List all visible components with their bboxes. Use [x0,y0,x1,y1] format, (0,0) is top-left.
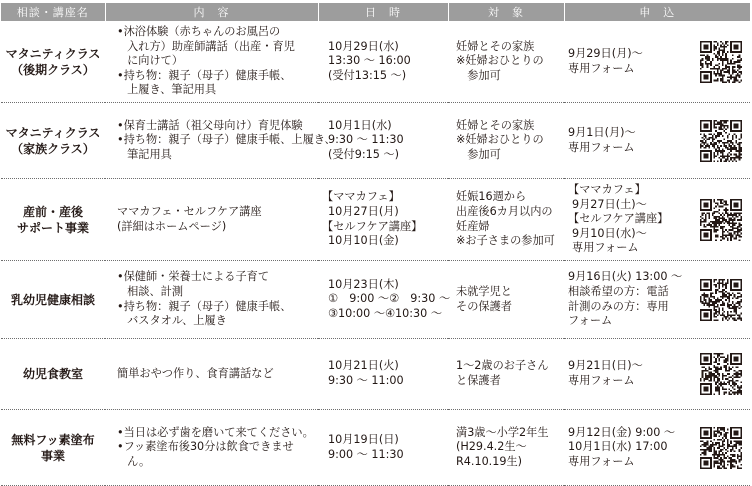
content-line: バスタオル、上履き [127,314,227,328]
header-target: 対 象 [448,3,564,21]
target-line: と保護者 [456,374,501,387]
program-datetime [318,103,448,179]
program-apply [564,21,750,103]
target-line: R4.10.19生) [456,454,523,468]
apply-line: 10月1日(水) 17:00 [568,440,668,454]
content-line: •持ち物：親子（母子）健康手帳、上履き、 [117,133,336,147]
datetime-line: 10月10日(金) [328,234,399,248]
program-content [105,261,318,339]
target-line: 妊産婦 [456,219,490,233]
content-line: •保育士講話（祖父母向け）育児体験 [117,118,303,132]
program-target [448,339,564,410]
program-content [105,339,318,410]
program-content [105,410,318,486]
table-row [1,410,750,486]
apply-line: 9月1日(月)～ [568,125,636,139]
header-row [1,3,750,21]
target-line: 参加可 [467,147,501,161]
target-line: ※妊婦おひとりの [456,54,544,68]
apply-line: 9月16日(火) 13:00 ～ [568,270,683,284]
program-content [105,179,318,261]
content-line: •持ち物：親子（母子）健康手帳、 [117,299,292,313]
program-apply [564,103,750,179]
datetime-line: (受付13:15 ～) [328,68,407,82]
table-row [1,21,750,103]
table-row [1,103,750,179]
program-target [448,103,564,179]
content-line: •当日は必ず歯を磨いて来てください。 [117,425,314,439]
schedule-table [1,3,750,486]
program-content [105,21,318,103]
qr-code-icon[interactable] [700,353,742,395]
content-line: (詳細はホームページ) [117,219,227,233]
program-apply [564,410,750,486]
apply-line: 9月29日(月)～ [568,46,643,60]
apply-line: 計測のみの方：専用 [568,299,669,313]
target-line: 妊娠16週から [456,190,527,204]
datetime-line: 10月27日(月) [328,204,399,218]
name-line: 無料フッ素塗布 [11,432,95,447]
qr-code-icon[interactable] [700,41,742,83]
content-line: •保健師・栄養士による子育て [117,270,270,284]
header-datetime: 日 時 [318,3,448,21]
program-content [105,103,336,179]
apply-line: 9月21日(日)～ [568,359,643,373]
datetime-line: 13:30 ～ 16:00 [328,54,411,68]
program-target [448,21,564,103]
target-line: 妊婦とその家族 [456,118,535,132]
datetime-line: 10月1日(水) [328,118,392,132]
datetime-line: ③10:00 ～④10:30 ～ [328,306,443,320]
apply-line: 専用フォーム [572,241,639,255]
program-datetime [318,179,448,261]
datetime-line: 10月23日(木) [328,277,399,291]
header-apply: 申 込 [564,3,750,21]
datetime-line: 【セルフケア講座】 [322,219,423,233]
datetime-line: (受付9:15 ～) [328,147,399,161]
content-line: ん。 [127,454,151,468]
program-name [1,21,105,103]
qr-code-icon[interactable] [700,427,742,469]
program-target [448,410,564,486]
name-line: 産前・産後 [22,204,83,219]
header-content: 内 容 [105,3,318,21]
apply-line: 【セルフケア講座】 [568,212,669,226]
apply-line: 専用フォーム [568,374,635,387]
content-line: •フッ素塗布後30分は飲食できませ [117,440,294,454]
target-line: その保護者 [456,299,512,313]
program-apply [564,179,750,261]
program-name [1,339,105,410]
program-datetime [318,21,448,103]
datetime-line: 10月21日(火) [328,359,399,373]
apply-line: 【ママカフェ】 [568,183,646,197]
table-row [1,179,750,261]
name-line: 幼児食教室 [22,367,83,381]
content-line: に向けて） [127,54,184,68]
apply-line: 相談希望の方：電話 [568,284,669,298]
program-datetime [318,339,448,410]
apply-line: 専用フォーム [568,140,635,154]
target-line: 出産後6カ月以内の [456,204,553,218]
target-line: ※妊婦おひとりの [456,133,544,147]
header-name: 相談・講座名 [1,3,105,21]
content-line: •沐浴体験（赤ちゃんのお風呂の [117,25,281,39]
datetime-line: 9:30 ～ 11:30 [328,133,404,147]
content-line: 上履き、筆記用具 [127,83,217,97]
target-line: 参加可 [467,68,501,82]
datetime-line: 9:00 ～ 11:30 [328,447,404,461]
apply-line: 専用フォーム [568,61,635,75]
name-line: （後期クラス） [11,62,95,77]
name-line: マタニティクラス [5,125,101,140]
target-line: (H29.4.2生～ [456,440,527,454]
program-apply [564,339,750,410]
content-line: 相談、計測 [127,284,184,298]
table-row [1,261,750,339]
content-line: 筆記用具 [127,147,172,161]
program-name [1,179,105,261]
target-line: 未就学児と [456,284,512,298]
datetime-line: 10月19日(日) [328,432,399,446]
program-name [1,261,105,339]
program-name [1,410,105,486]
qr-code-icon[interactable] [700,279,742,321]
program-target [448,261,564,339]
program-datetime [318,261,451,339]
name-line: サポート事業 [16,220,89,235]
content-line: 入れ方）助産師講話（出産・育児 [127,39,295,53]
program-name [1,103,105,179]
program-datetime [318,410,448,486]
content-line: 簡単おやつ作り、食育講話など [117,366,274,380]
table-row [1,339,750,410]
target-line: 妊婦とその家族 [456,39,535,53]
name-line: 乳幼児健康相談 [10,292,95,307]
program-apply [564,261,750,339]
apply-line: 専用フォーム [568,454,635,468]
target-line: 満3歳～小学2年生 [456,425,549,439]
name-line: （家族クラス） [11,141,95,156]
datetime-line: ① 9:00 ～② 9:30 ～ [328,292,451,306]
apply-line: 9月10日(水)～ [572,226,647,240]
target-line: 1～2歳のお子さん [456,359,549,373]
qr-code-icon[interactable] [700,120,742,162]
apply-line: フォーム [568,314,613,328]
qr-code-icon[interactable] [700,199,742,241]
name-line: マタニティクラス [5,46,101,61]
apply-line: 9月12日(金) 9:00 ～ [568,425,676,439]
datetime-line: 10月29日(水) [328,39,399,53]
content-line: •持ち物：親子（母子）健康手帳、 [117,68,292,82]
content-line: ママカフェ・セルフケア講座 [117,204,262,218]
datetime-line: 9:30 ～ 11:00 [328,374,404,387]
program-target [448,179,564,261]
target-line: ※お子さまの参加可 [456,234,555,248]
apply-line: 9月27日(土)～ [572,197,647,211]
datetime-line: 【ママカフェ】 [322,190,400,204]
name-line: 事業 [40,448,65,463]
